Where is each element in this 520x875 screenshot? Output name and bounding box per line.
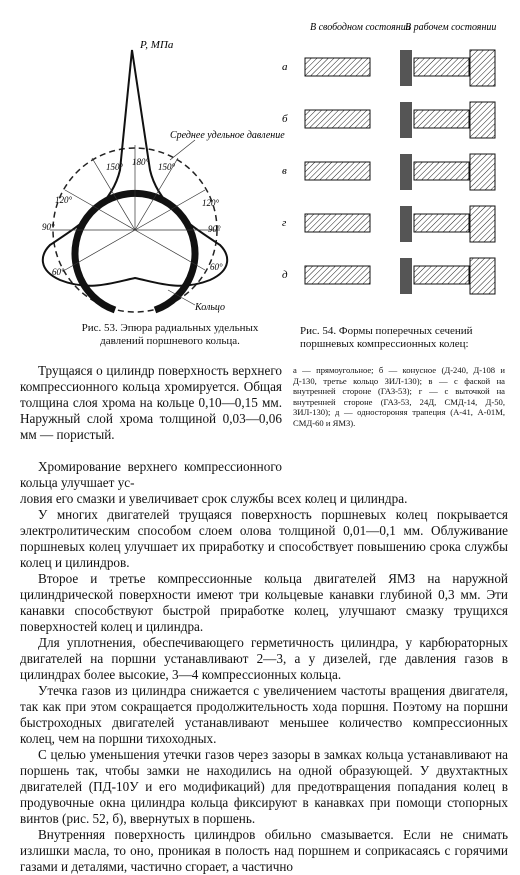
free-section-1 [305,110,370,128]
paragraph-4: Второе и третье компрессионные кольца двигателей ЯМЗ на наружной цилиндрической поверхности имеют три кольцевые канавки глубиной 0,3 мм. Эти канавки способствуют быстрой приработке колец, улучшают смазку трущихся поверхностей колец и цилиндра. [20,571,508,634]
free-section-2 [305,162,370,180]
row-letter-3: г [282,217,287,229]
ring-label: Кольцо [195,302,226,313]
angle-150-left: 150° [106,162,124,172]
paragraph-7: С целью уменьшения утечки газов через зазоры в замках кольца устанавливают на поршень так, чтобы замки не находились на одной образующей. У двухтактных двигателей (ПД-10У и его модификаций) для предотвращения попадания колец в продувочные окна цилиндра кольца фиксируют в канавках при помощи стопорных винтов (рис. 52, б), ввернутых в поршень. [20,747,508,826]
free-section-0 [305,58,370,76]
cylinder-wall-3 [400,206,412,242]
angle-120-right: 120° [202,198,220,208]
angle-150-right: 150° [158,162,176,172]
piston-1 [470,102,495,138]
paragraph-8: Внутренняя поверхность цилиндров обильно смазывается. Если не снимать излишки масла, то оно, проникая в полость над поршнем и соприкасаясь с горячими газами и деталями, частично сгорает, а частично [20,827,508,874]
figure-54-ring-sections [280,10,505,310]
work-section-3 [414,214,469,232]
work-section-0 [414,58,469,76]
paragraph-2b: ловия его смазки и увеличивает срок службы всех колец и цилиндра. [20,491,408,506]
free-section-3 [305,214,370,232]
free-section-4 [305,266,370,284]
figure-53-pressure-diagram [20,20,285,338]
row-letter-1: б [282,113,288,125]
figure-54-caption: Рис. 54. Формы поперечных сечений поршневых компрессионных колец: [300,325,473,350]
angle-60-right: 60° [210,262,223,272]
paragraph-3: У многих двигателей трущаяся поверхность поршневых колец покрывается электролитическим способом слоем олова толщиной 0,01—0,1 мм. Облуживание поршневых колец улучшает их приработку и способствует повышению срока службы колец и цилиндров. [20,507,508,570]
row-letter-2: в [282,165,287,177]
figure-53-caption: Рис. 53. Эпюра радиальных удельных давлений поршневого кольца. [81,322,259,347]
mean-pressure-label: Среднее удельное давление [170,130,285,141]
angle-90-right: 90° [208,224,221,234]
cylinder-wall-2 [400,154,412,190]
piston-2 [470,154,495,190]
paragraph-5: Для уплотнения, обеспечивающего герметичность цилиндра, у карбюраторных двигателей на поршни устанавливают 2—3, а у дизелей, где давления газов в цилиндрах более высокие, 3—4 компрессионных кольца. [20,635,508,682]
row-letter-0: а [282,61,288,73]
paragraph-6: Утечка газов из цилиндра снижается с увеличением частоты вращения двигателя, так как при этом сокращается продолжительность хода поршня. Поэтому на поршни быстроходных двигателей устанавливают меньшее количество компрессионных колец, чем на поршни тихоходных. [20,683,508,746]
work-section-4 [414,266,469,284]
piston-0 [470,50,495,86]
paragraph-1: Трущаяся о цилиндр поверхность верхнего компрессионного кольца хромируется. Общая толщина слоя хрома на кольце 0,10—0,15 мм. Наружный слой хрома толщиной 0,03—0,06 мм — пористый. [20,363,282,442]
work-section-2 [414,162,469,180]
cylinder-wall-0 [400,50,412,86]
row-letter-4: д [282,269,288,281]
cylinder-wall-4 [400,258,412,294]
header-free-state: В свободном состоянии [310,22,411,33]
angle-60-left: 60° [52,267,65,277]
piston-3 [470,206,495,242]
angle-180: 180° [132,157,150,167]
axis-label-p: P, МПа [140,39,174,51]
cylinder-wall-1 [400,102,412,138]
figure-54-legend: а — прямоугольное; б — конусное (Д-240, Д-108 и Д-130, третье кольцо ЗИЛ-130); в — с фаской на внутренней стороне (ГАЗ-53); г — с выточкой на внутренней стороне (ГАЗ-53, 24Д, СМД-14, Д-50, ЗИЛ-130); д — одностороняя трапеция (А-41, А-01М, СМД-60 и ЯМЗ). [293,365,505,428]
header-working-state: В рабочем состоянии [405,22,497,33]
paragraph-2a: Хромирование верхнего компрессионного кольца улучшает ус- [20,459,282,490]
work-section-1 [414,110,469,128]
piston-4 [470,258,495,294]
angle-90-left: 90° [42,222,55,232]
angle-120-left: 120° [55,195,73,205]
